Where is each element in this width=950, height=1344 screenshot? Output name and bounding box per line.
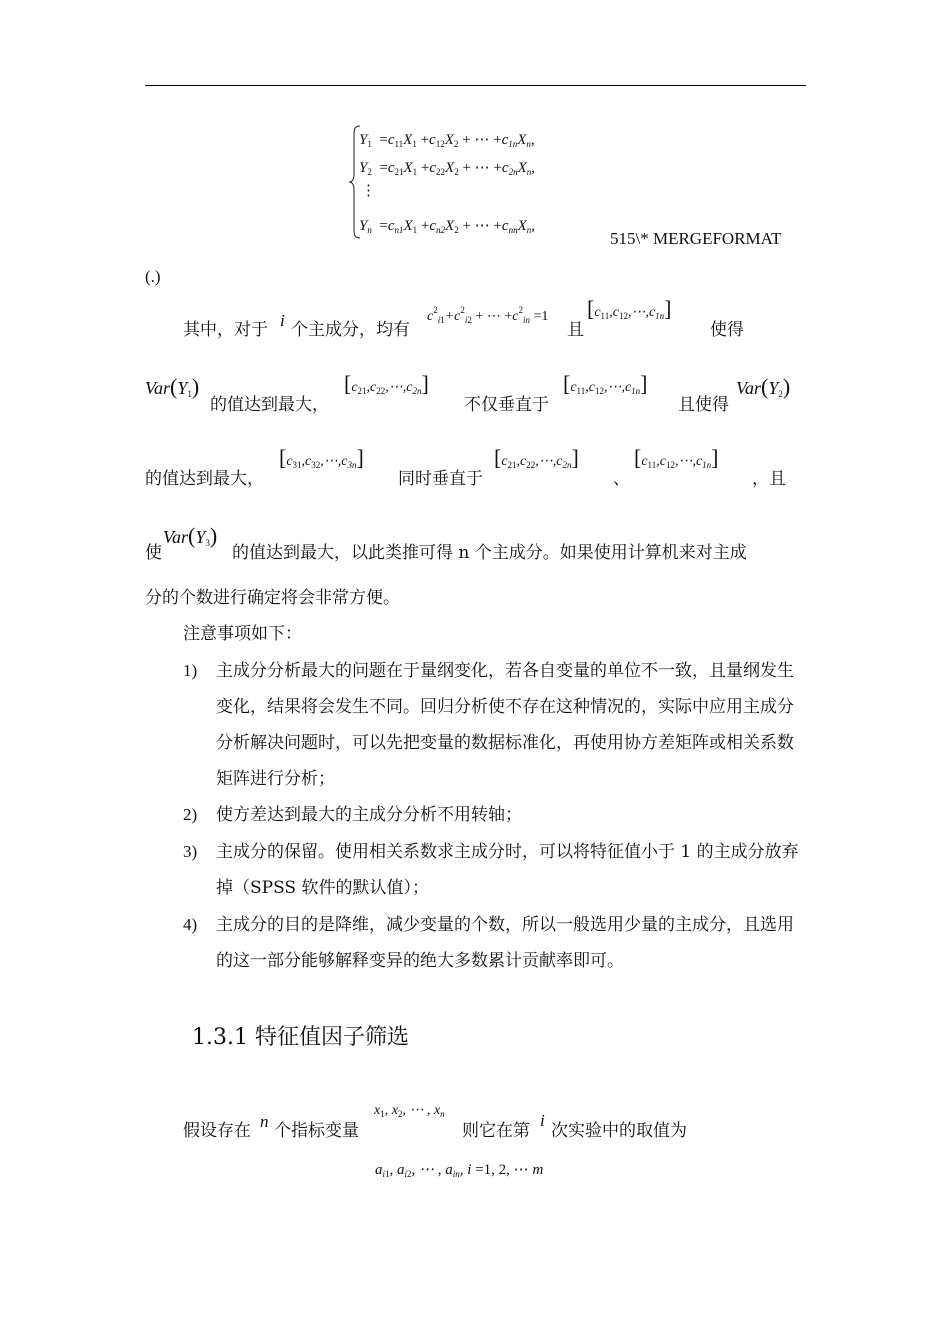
equation-line-n: $Y_n =c_{n1}X_1 +c_{n2}X_2$ + ⋯ $+c_{nn}X_n$,	[359, 218, 535, 235]
sum-of-squares-formula: $c^2_{i1}+c^2_{i2}$ + ⋯ $+c^2_{in} =1$	[427, 305, 549, 325]
para1-text-6: 不仅垂直于	[464, 395, 549, 415]
para1-text-12: 使	[145, 543, 162, 563]
para1-text-7: 且使得	[678, 395, 729, 415]
list-item-text: 主成分分析最大的问题在于量纲变化，若各自变量的单位不一致，且量纲发生变化，结果将会发生不同。回归分析使不存在这种情况的，实际中应用主成分分析解决问题时，可以先把变量的数据标准化，再使用协方差矩阵或相关系数矩阵进行分析；	[216, 661, 794, 789]
list-item-text: 主成分的保留。使用相关系数求主成分时，可以将特征值小于 1 的主成分放弃掉（SPSS 软件的默认值）；	[216, 842, 799, 898]
section-title: 1.3.1 特征值因子筛选	[192, 1025, 409, 1050]
para1-text-13: 的值达到最大，以此类推可得 n 个主成分。如果使用计算机来对主成	[232, 543, 747, 563]
para1-text-9: 同时垂直于	[398, 469, 483, 489]
para1-text-1: 其中，对于	[183, 320, 268, 340]
value-list-formula: $a_{i1}$, $a_{i2}$, ⋯ , $a_{in}$, i =1, 2, ⋯ m	[375, 1162, 544, 1179]
var-y3: $Var(Y_3)$	[163, 523, 218, 548]
equation-line-2: $Y_2 =c_{21}X_1 +c_{22}X_2$ + ⋯ $+c_{2n}X_n$,	[359, 160, 535, 177]
para2-var-i: i	[540, 1111, 545, 1130]
list-item-text: 主成分的目的是降维，减少变量的个数，所以一般选用少量的主成分，且选用的这一部分能够解释变异的绝大多数累计贡献率即可。	[216, 915, 794, 971]
vector-c1: $[c_{11},c_{12},\cdots,c_{1n}]$	[587, 296, 672, 321]
para1-text-5: 的值达到最大，	[210, 395, 329, 415]
vector-c3: $[c_{31},c_{32},\cdots,c_{3n}]$	[279, 445, 364, 470]
notes-heading: 注意事项如下：	[183, 624, 302, 644]
list-item-number: 2)	[183, 805, 198, 824]
para1-text-10: 、	[613, 469, 630, 489]
header-rule	[145, 85, 806, 86]
para1-text-14: 分的个数进行确定将会非常方便。	[145, 588, 400, 608]
para2-var-n: n	[260, 1112, 269, 1131]
var-y1: $Var(Y_1)$	[145, 374, 200, 399]
vector-c2-b: $[c_{21},c_{22},\cdots,c_{2n}]$	[494, 445, 579, 470]
equation-line-1: $Y_1 =c_{11}X_1 +c_{12}X_2$ + ⋯ $+c_{1n}X_n$,	[359, 132, 535, 149]
para1-text-4: 使得	[710, 320, 744, 340]
equation-label-cont: (.)	[145, 267, 161, 286]
list-item	[183, 907, 805, 979]
para1-text-2: 个主成分，均有	[291, 320, 410, 340]
list-item	[183, 653, 805, 797]
para2-text-2: 个指标变量	[274, 1121, 359, 1141]
para2-text-3: 则它在第	[462, 1121, 530, 1141]
equation-label: 515\* MERGEFORMAT	[610, 229, 782, 248]
list-item	[183, 834, 805, 906]
vector-c1-b: $[c_{11},c_{12},\cdots,c_{1n}]$	[563, 371, 648, 396]
variable-list: $x_1$, $x_2$, ⋯ , $x_n$	[374, 1103, 445, 1119]
list-item-number: 1)	[183, 661, 198, 680]
vector-c1-c: $[c_{11},c_{12},\cdots,c_{1n}]$	[634, 445, 719, 470]
vector-c2: $[c_{21},c_{22},\cdots,c_{2n}]$	[344, 371, 429, 396]
para1-var-i: i	[280, 311, 285, 330]
list-item-number: 4)	[183, 915, 198, 934]
para2-text-4: 次实验中的取值为	[551, 1121, 687, 1141]
var-y2: $Var(Y_2)$	[736, 374, 791, 399]
equation-vdots: ⋮	[361, 183, 376, 199]
list-item	[183, 797, 805, 833]
para1-text-11: ，且	[752, 469, 786, 489]
para1-text-8: 的值达到最大，	[145, 469, 264, 489]
para2-text-1: 假设存在	[183, 1121, 251, 1141]
list-item-number: 3)	[183, 842, 198, 861]
list-item-text: 使方差达到最大的主成分分析不用转轴；	[216, 805, 522, 825]
para1-text-3: 且	[567, 320, 584, 340]
